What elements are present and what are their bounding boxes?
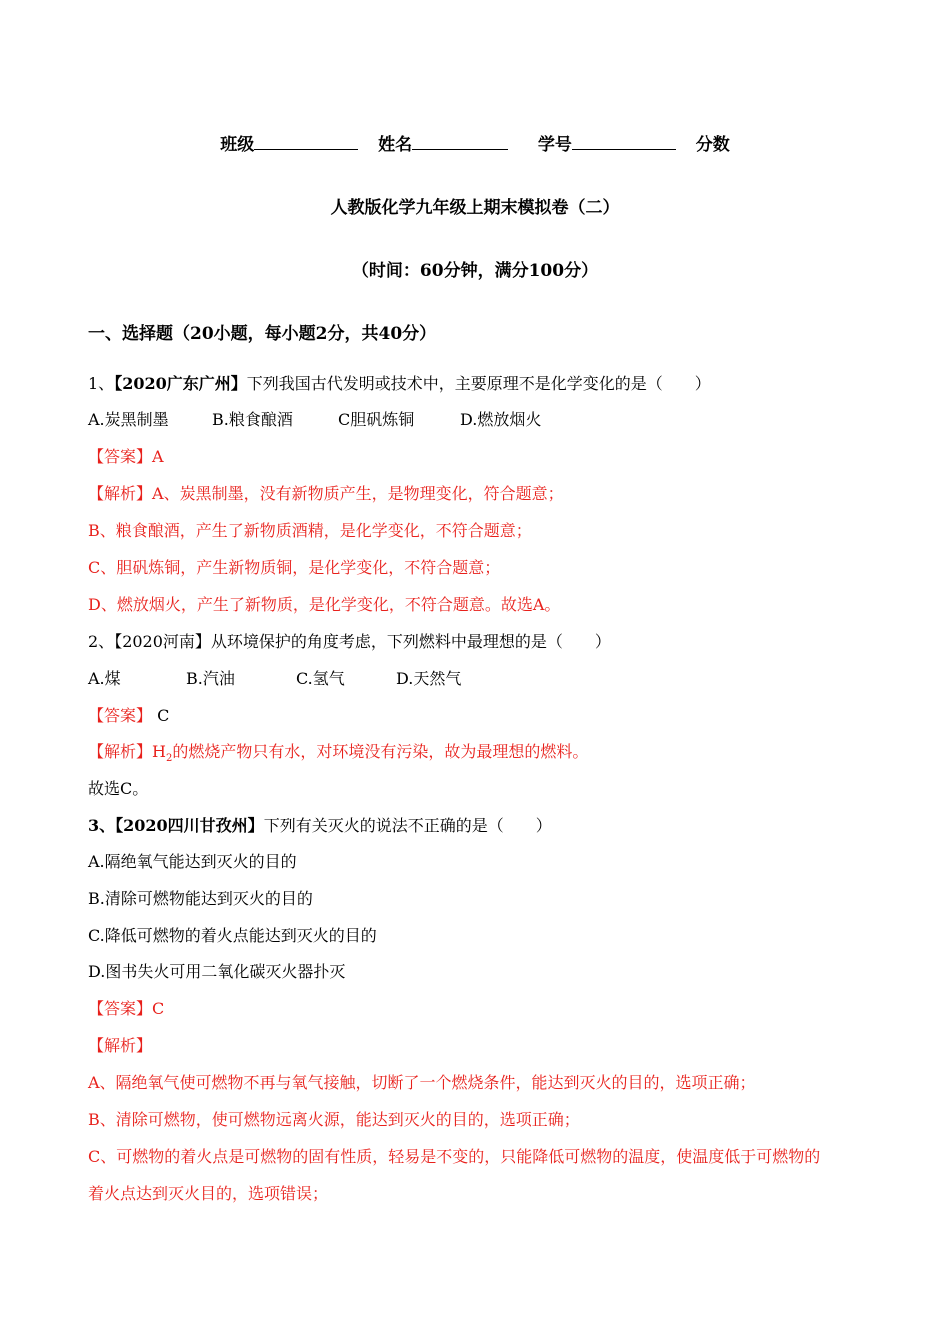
option-b: B.粮食酿酒	[212, 410, 293, 429]
question-3-option-b: B.清除可燃物能达到灭火的目的	[88, 889, 313, 908]
option-a: A.煤	[88, 669, 121, 688]
section-heading: 一、选择题（20小题，每小题2分，共40分）	[88, 324, 437, 344]
question-number: 3、	[88, 816, 116, 835]
name-blank	[412, 133, 508, 150]
analysis-3-line-1: A、隔绝氧气使可燃物不再与氧气接触，切断了一个燃烧条件，能达到灭火的目的，选项正确；	[88, 1073, 756, 1092]
analysis-1-line-3: C、胆矾炼铜，产生新物质铜，是化学变化，不符合题意；	[88, 558, 501, 577]
option-d: D.天然气	[396, 669, 462, 688]
question-2	[88, 631, 870, 653]
class-blank	[254, 133, 358, 150]
answer-value: C	[152, 999, 165, 1018]
question-source: 【2020广东广州】	[114, 374, 247, 393]
exam-subtitle: （时间：60分钟，满分100分）	[351, 261, 599, 281]
analysis-3-label: 【解析】	[88, 1036, 153, 1055]
option-d: D.燃放烟火	[460, 410, 542, 429]
id-blank	[572, 133, 676, 150]
analysis-label: 【解析】	[88, 484, 153, 503]
score-label: 分数	[695, 135, 730, 155]
name-label: 姓名	[378, 135, 413, 155]
analysis-2-line-1	[88, 741, 870, 770]
exam-title: 人教版化学九年级上期末模拟卷（二）	[330, 198, 620, 218]
question-1-options	[88, 409, 870, 431]
class-label: 班级	[220, 135, 255, 155]
question-number: 2、	[88, 632, 115, 651]
answer-value: C	[152, 706, 170, 725]
analysis-3-line-4: 着火点达到灭火目的，选项错误；	[88, 1184, 329, 1203]
question-2-options	[88, 668, 870, 690]
question-stem: 下列我国古代发明或技术中，主要原理不是化学变化的是（ ）	[246, 374, 711, 393]
question-3-option-d: D.图书失火可用二氧化碳灭火器扑灭	[88, 962, 346, 981]
question-1	[88, 373, 870, 395]
analysis-1-line-2: B、粮食酿酒，产生了新物质酒精，是化学变化，不符合题意；	[88, 521, 532, 540]
question-stem: 从环境保护的角度考虑，下列燃料中最理想的是（ ）	[210, 632, 611, 651]
answer-label: 【答案】	[88, 999, 153, 1018]
question-stem: 下列有关灭火的说法不正确的是（ ）	[263, 816, 552, 835]
formula-subscript: 2	[165, 753, 173, 765]
option-b: B.汽油	[186, 669, 235, 688]
formula-symbol: H	[152, 742, 166, 761]
answer-label: 【答案】	[88, 447, 153, 466]
answer-label: 【答案】	[88, 706, 153, 725]
answer-2	[88, 705, 870, 727]
question-3	[88, 815, 870, 837]
analysis-text: 的燃烧产物只有水，对环境没有污染，故为最理想的燃料。	[172, 742, 589, 761]
analysis-text: A、炭黑制墨，没有新物质产生，是物理变化，符合题意；	[152, 484, 564, 503]
analysis-3-line-2: B、清除可燃物，使可燃物远离火源，能达到灭火的目的，选项正确；	[88, 1110, 580, 1129]
analysis-2-line-2: 故选C。	[88, 779, 149, 798]
analysis-1-line-1	[88, 483, 870, 505]
analysis-3-line-3: C、可燃物的着火点是可燃物的固有性质，轻易是不变的，只能降低可燃物的温度，使温度低于可燃物的	[88, 1147, 821, 1166]
question-3-option-c: C.降低可燃物的着火点能达到灭火的目的	[88, 926, 377, 945]
question-3-option-a: A.隔绝氧气能达到灭火的目的	[88, 852, 297, 871]
answer-value: A	[152, 447, 164, 466]
answer-1	[88, 446, 870, 468]
question-number: 1、	[88, 374, 115, 393]
analysis-label: 【解析】	[88, 742, 153, 761]
question-source: 【2020四川甘孜州】	[115, 816, 264, 835]
answer-3	[88, 998, 870, 1020]
student-id-label: 学号	[537, 135, 572, 155]
analysis-1-line-4: D、燃放烟火，产生了新物质，是化学变化，不符合题意。故选A。	[88, 595, 561, 614]
option-c: C.氢气	[296, 669, 345, 688]
option-a: A.炭黑制墨	[88, 410, 169, 429]
option-c: C胆矾炼铜	[338, 410, 415, 429]
student-info-line	[0, 133, 950, 156]
question-source: 【2020河南】	[114, 632, 211, 651]
